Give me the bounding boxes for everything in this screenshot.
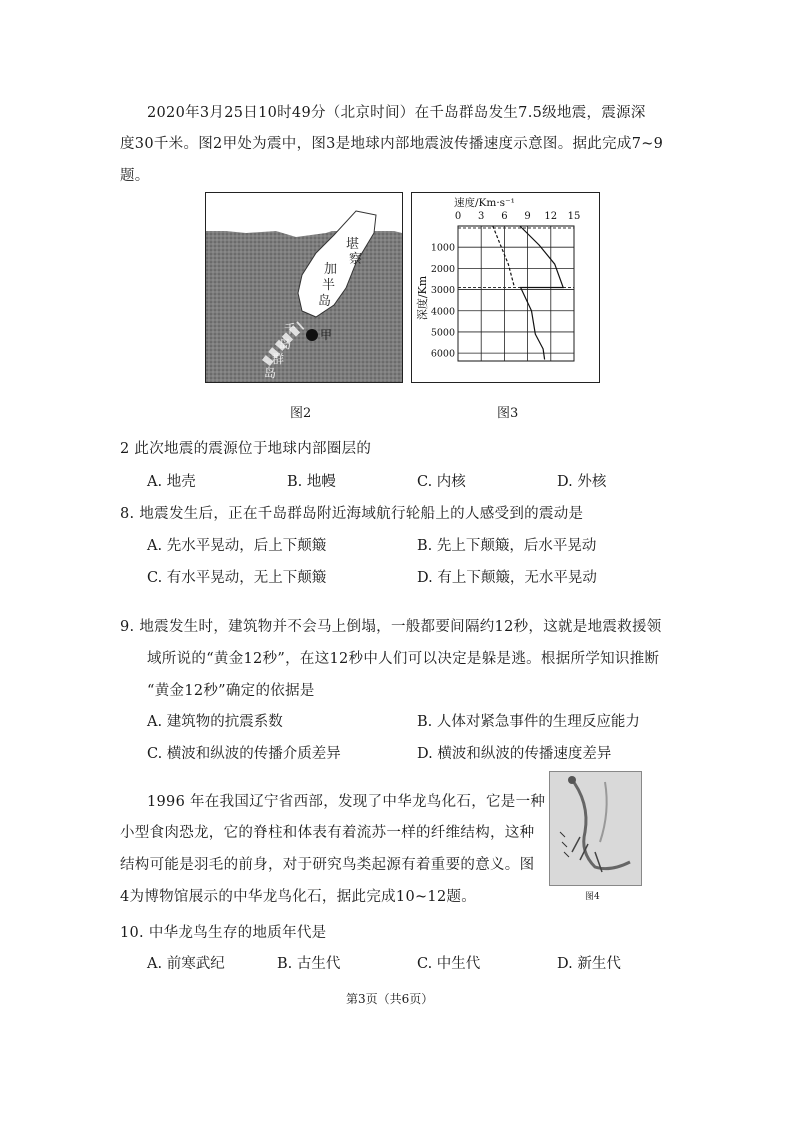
intro2-line2: 小型食肉恐龙，它的脊柱和体表有着流苏一样的纤维结构，这种 xyxy=(120,825,535,841)
intro2-line3: 结构可能是羽毛的前身，对于研究鸟类起源有着重要的意义。图 xyxy=(120,857,535,873)
q10-option-b: B. 古生代 xyxy=(277,956,341,972)
q10-option-a: A. 前寒武纪 xyxy=(147,956,225,972)
q9-option-a: A. 建筑物的抗震系数 xyxy=(147,714,283,730)
figure-2-caption: 图2 xyxy=(290,406,312,421)
epicenter-marker xyxy=(306,329,318,341)
q9-stem-line2: 域所说的“黄金12秒”，在这12秒中人们可以决定是躲是逃。根据所学知识推断 xyxy=(147,651,660,667)
y-tick-label: 6000 xyxy=(430,348,455,360)
figure-3-caption: 图3 xyxy=(497,406,519,421)
y-tick-label: 3000 xyxy=(430,285,455,297)
fossil-image xyxy=(550,772,641,885)
island-char-2: 岛 xyxy=(279,337,292,351)
q7-option-d: D. 外核 xyxy=(557,474,607,490)
x-tick-label: 0 xyxy=(454,211,462,222)
intro2-line4: 4为博物馆展示的中华龙鸟化石，据此完成10~12题。 xyxy=(120,889,477,905)
x-tick-label: 12 xyxy=(544,211,558,222)
intro1-line1: 2020年3月25日10时49分（北京时间）在千岛群岛发生7.5级地震，震源深 xyxy=(147,105,646,121)
q9-option-c: C. 横波和纵波的传播介质差异 xyxy=(147,746,341,762)
q10-stem: 10. 中华龙鸟生存的地质年代是 xyxy=(120,925,327,941)
s-wave-line xyxy=(493,226,515,288)
q10-option-d: D. 新生代 xyxy=(557,956,621,972)
figure-4-caption: 图4 xyxy=(585,892,600,902)
x-tick-label: 9 xyxy=(524,211,531,222)
x-tick-label: 6 xyxy=(501,211,508,222)
q9-option-d: D. 横波和纵波的传播速度差异 xyxy=(417,746,612,762)
q9-option-b: B. 人体对紧急事件的生理反应能力 xyxy=(417,714,640,730)
p-wave-line xyxy=(520,226,563,360)
peninsula-char-3: 加 xyxy=(324,262,338,277)
y-tick-label: 1000 xyxy=(430,242,455,254)
x-axis-title: 速度/Km·s⁻¹ xyxy=(454,197,515,209)
q8-option-d: D. 有上下颠簸，无水平晃动 xyxy=(417,570,597,586)
q8-stem: 8. 地震发生后，正在千岛群岛附近海域航行轮船上的人感受到的震动是 xyxy=(120,506,584,522)
peninsula-char-1: 堪 xyxy=(346,237,360,252)
island-char-4: 岛 xyxy=(264,366,277,380)
plot-frame xyxy=(458,226,574,361)
island-char-3: 群 xyxy=(272,352,285,366)
q7-option-a: A. 地壳 xyxy=(147,474,196,490)
q8-option-b: B. 先上下颠簸，后水平晃动 xyxy=(417,538,597,554)
intro2-line1: 1996 年在我国辽宁省西部，发现了中华龙鸟化石，它是一种 xyxy=(147,794,546,810)
q9-stem-line1: 9. 地震发生时，建筑物并不会马上倒塌，一般都要间隔约12秒，这就是地震救援领 xyxy=(120,619,662,635)
q8-option-c: C. 有水平晃动，无上下颠簸 xyxy=(147,570,327,586)
y-tick-label: 4000 xyxy=(430,306,455,318)
peninsula-char-5: 岛 xyxy=(318,294,332,309)
seismic-velocity-chart xyxy=(412,193,599,382)
island-char-1: 千 xyxy=(284,322,297,336)
y-tick-label: 2000 xyxy=(430,263,455,275)
q9-stem-line3: “黄金12秒”确定的依据是 xyxy=(147,683,315,699)
peninsula-char-2: 察 xyxy=(349,252,363,267)
q10-option-c: C. 中生代 xyxy=(417,956,481,972)
peninsula-char-4: 半 xyxy=(322,278,336,293)
figure-2-map xyxy=(205,192,403,383)
q7-stem: 2 此次地震的震源位于地球内部圈层的 xyxy=(120,441,372,457)
kamchatka-map-image xyxy=(206,193,402,382)
q7-option-c: C. 内核 xyxy=(417,474,466,490)
y-axis-title: 深度/Km xyxy=(416,275,429,321)
intro1-line3: 题。 xyxy=(120,168,150,184)
y-tick-label: 5000 xyxy=(430,327,455,339)
q8-option-a: A. 先水平晃动，后上下颠簸 xyxy=(147,538,327,554)
intro1-line2: 度30千米。图2甲处为震中，图3是地球内部地震波传播速度示意图。据此完成7~9 xyxy=(120,136,664,152)
figure-4-fossil-photo xyxy=(549,771,642,886)
x-tick-label: 3 xyxy=(478,211,485,222)
figure-3-chart xyxy=(411,192,600,383)
x-tick-label: 15 xyxy=(567,211,581,222)
q7-option-b: B. 地幔 xyxy=(287,474,336,490)
epicenter-label: 甲 xyxy=(320,328,333,342)
page-footer: 第3页（共6页） xyxy=(346,992,434,1006)
